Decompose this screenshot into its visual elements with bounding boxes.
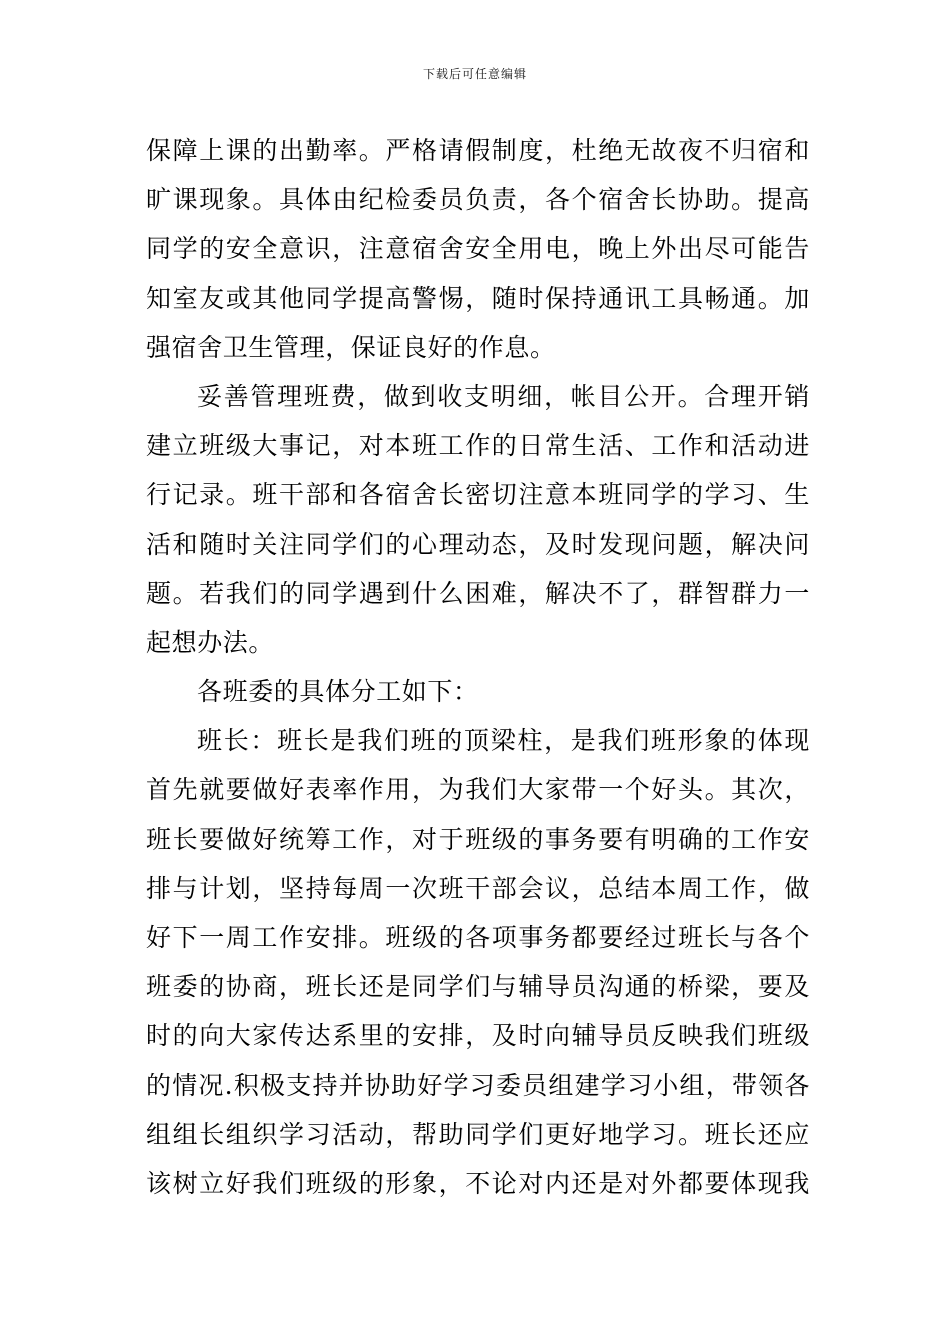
text-line: 强宿舍卫生管理，保证良好的作息。 xyxy=(146,332,556,362)
text-line: 首先就要做好表率作用，为我们大家带一个好头。其次， xyxy=(146,775,810,805)
text-line: 保障上课的出勤率。严格请假制度，杜绝无故夜不归宿和 xyxy=(146,136,810,165)
text-line: 组组长组织学习活动，帮助同学们更好地学习。班长还应 xyxy=(146,1119,810,1149)
text-line: 行记录。班干部和各宿舍长密切注意本班同学的学习、生 xyxy=(146,480,810,510)
text-line: 知室友或其他同学提高警惕，随时保持通讯工具畅通。加 xyxy=(146,283,810,313)
document-body xyxy=(146,126,810,1208)
text-line: 该树立好我们班级的形象，不论对内还是对外都要体现我 xyxy=(146,1168,810,1198)
text-line: 班长要做好统筹工作，对于班级的事务要有明确的工作安 xyxy=(146,824,810,854)
paragraph-start-line: 各班委的具体分工如下： xyxy=(197,677,479,707)
text-line: 旷课现象。具体由纪检委员负责，各个宿舍长协助。提高 xyxy=(146,185,810,215)
paragraph-start-line: 班长：班长是我们班的顶梁柱，是我们班形象的体现 xyxy=(197,726,810,756)
text-line: 题。若我们的同学遇到什么困难，解决不了，群智群力一 xyxy=(146,578,810,608)
paragraph-start-line: 妥善管理班费，做到收支明细，帐目公开。合理开销 xyxy=(197,381,810,411)
text-line: 好下一周工作安排。班级的各项事务都要经过班长与各个 xyxy=(146,923,810,952)
page-header: 下载后可任意编辑 xyxy=(422,67,527,81)
text-line: 班委的协商，班长还是同学们与辅导员沟通的桥梁，要及 xyxy=(146,972,810,1002)
text-line: 建立班级大事记，对本班工作的日常生活、工作和活动进 xyxy=(146,431,810,461)
text-line: 排与计划，坚持每周一次班干部会议，总结本周工作，做 xyxy=(146,873,810,903)
text-line: 时的向大家传达系里的安排，及时向辅导员反映我们班级 xyxy=(146,1021,810,1051)
text-line: 活和随时关注同学们的心理动态，及时发现问题，解决问 xyxy=(146,529,810,559)
text-line: 同学的安全意识，注意宿舍安全用电，晚上外出尽可能告 xyxy=(146,234,810,264)
text-line: 起想办法。 xyxy=(146,627,275,657)
text-line: 的情况.积极支持并协助好学习委员组建学习小组，带领各 xyxy=(146,1070,810,1100)
